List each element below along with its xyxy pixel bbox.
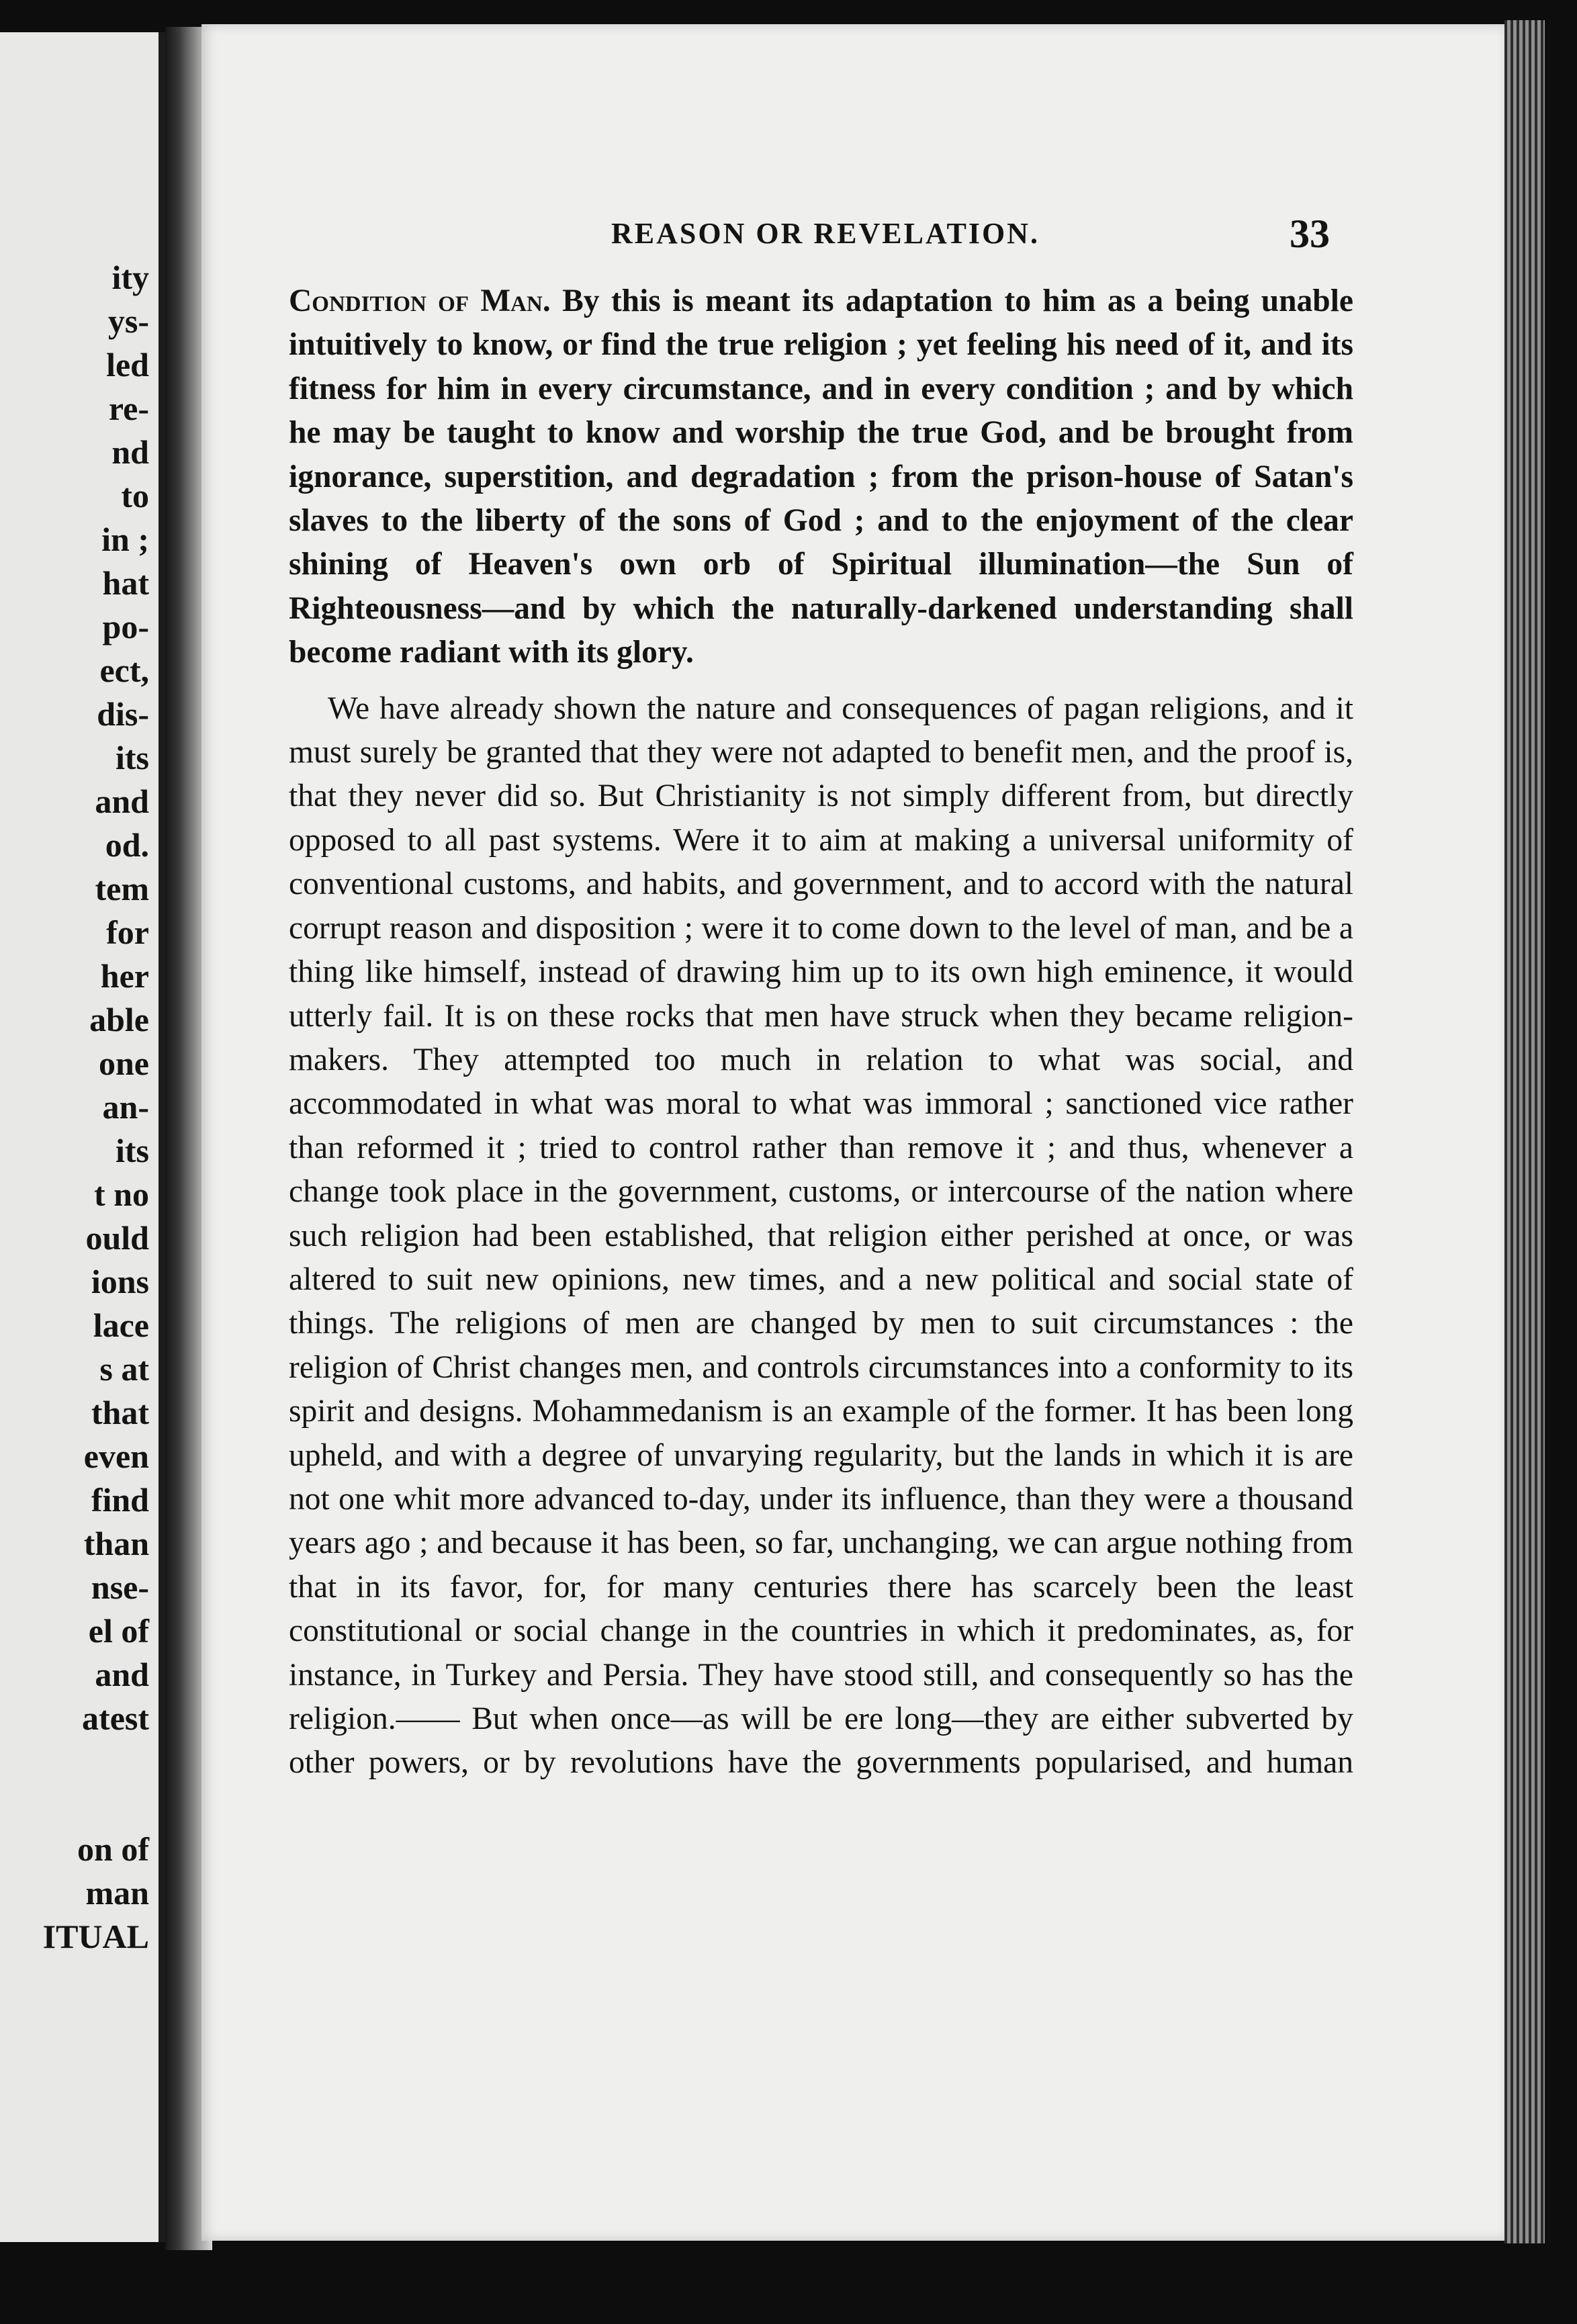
left-page-line-fragment: s at — [99, 1350, 149, 1388]
left-page-line-fragment: to — [121, 477, 149, 515]
left-page-line-fragment: her — [100, 957, 149, 995]
left-page-line-fragment: ions — [91, 1263, 149, 1300]
left-page-line-fragment: ys- — [107, 302, 149, 340]
left-page-line-fragment: find — [91, 1481, 149, 1519]
section-lead: Condition of Man. — [289, 283, 551, 318]
left-page-line-fragment: even — [83, 1437, 149, 1475]
left-page-line-fragment: ect, — [99, 652, 149, 689]
left-page-line-fragment: for — [106, 913, 149, 951]
left-page-line-fragment: lace — [93, 1306, 149, 1344]
left-page-line-fragment: nse- — [91, 1568, 149, 1606]
left-page-line-fragment: re- — [108, 390, 149, 427]
left-page-line-fragment: po- — [102, 608, 149, 645]
left-page-line-fragment: tem — [95, 870, 149, 907]
left-page-line-fragment: able — [89, 1001, 149, 1038]
left-page-line-fragment: one — [99, 1044, 149, 1082]
running-title: REASON OR REVELATION. — [611, 217, 1040, 250]
left-page-line-fragment: in ; — [101, 521, 149, 558]
left-page-line-fragment: man — [85, 1874, 149, 1912]
left-page-line-fragment: that — [91, 1394, 149, 1431]
previous-page-edge — [0, 32, 165, 2242]
left-page-line-fragment: atest — [82, 1699, 149, 1737]
page-header — [201, 212, 1504, 257]
left-page-line-fragment: on of — [77, 1830, 149, 1868]
page-number: 33 — [1290, 212, 1330, 256]
left-page-line-fragment: dis- — [97, 695, 149, 733]
paragraph-1-text: By this is meant its adaptation to him as a being unable intuitively to know, or find the true religion ; yet feeling his need of it, and its fitness for him in every circumstance, and in every condition ; and by which he may be taught to know and worship the true God, and be brought from ignorance, superstition, and degradation ; from the prison-house of Satan's slaves to the liberty of the sons of God ; and to the enjoyment of the clear shining of Heaven's own orb of Spiritual illumination—the Sun of Righteousness—and by which the naturally-darkened understanding shall become radiant with its glory. — [289, 283, 1353, 670]
left-page-line-fragment: its — [116, 1132, 149, 1169]
left-page-line-fragment: an- — [102, 1088, 149, 1126]
page-edges — [1504, 20, 1545, 2243]
left-page-line-fragment: ITUAL — [42, 1918, 149, 1955]
paragraph-2: We have already shown the nature and consequences of pagan religions, and it must surely be granted that they were not adapted to benefit men, and the proof is, that they never did so. But Christianity is not simply different from, but directly opposed to all past systems. Were it to aim at making a universal uniformity of conventional customs, and habits, and government, and to accord with the natural corrupt reason and disposition ; were it to come down to the level of man, and be a thing like himself, instead of drawing him up to its own high eminence, it would utterly fail. It is on these rocks that men have struck when they became religion-makers. They attempted too much in relation to what was social, and accommodated in what was moral to what was immoral ; sanctioned vice rather than reformed it ; tried to control rather than remove it ; and thus, whenever a change took place in the government, customs, or intercourse of the nation where such religion had been established, that religion either perished at once, or was altered to suit new opinions, new times, and a new political and social state of things. The religions of men are changed by men to suit circumstances : the religion of Christ changes men, and controls circumstances into a conformity to its spirit and designs. Mohammedanism is an example of the former. It has been long upheld, and with a degree of unvarying regularity, but the lands in which it is are not one whit more advanced to-day, under its influence, than they were a thousand years ago ; and because it has been, so far, unchanging, we can argue nothing from that in its favor, for, for many centuries there has scarcely been the least constitutional or social change in the countries in which it predominates, as, for instance, in Turkey and Persia. They have stood still, and consequently so has the religion.—— But when once—as will be ere long—they are either subverted by other powers, or by revolutions have the governments popularised, and human — [289, 690, 1353, 1781]
left-page-line-fragment: and — [95, 1656, 149, 1693]
left-page-line-fragment: t no — [94, 1175, 149, 1213]
book-page — [201, 24, 1504, 2241]
left-page-line-fragment: led — [106, 346, 149, 384]
left-page-line-fragment: ould — [85, 1219, 149, 1257]
left-page-line-fragment: el of — [88, 1612, 149, 1650]
body-text — [289, 279, 1353, 1785]
left-page-line-fragment: od. — [105, 826, 149, 864]
paragraph-1 — [289, 279, 1353, 675]
left-page-line-fragment: than — [83, 1525, 149, 1562]
left-page-line-fragment: nd — [111, 433, 149, 471]
left-page-line-fragment: its — [116, 739, 149, 776]
left-page-line-fragment: ity — [111, 259, 149, 296]
left-page-line-fragment: and — [95, 783, 149, 820]
left-page-line-fragment: hat — [102, 564, 149, 602]
